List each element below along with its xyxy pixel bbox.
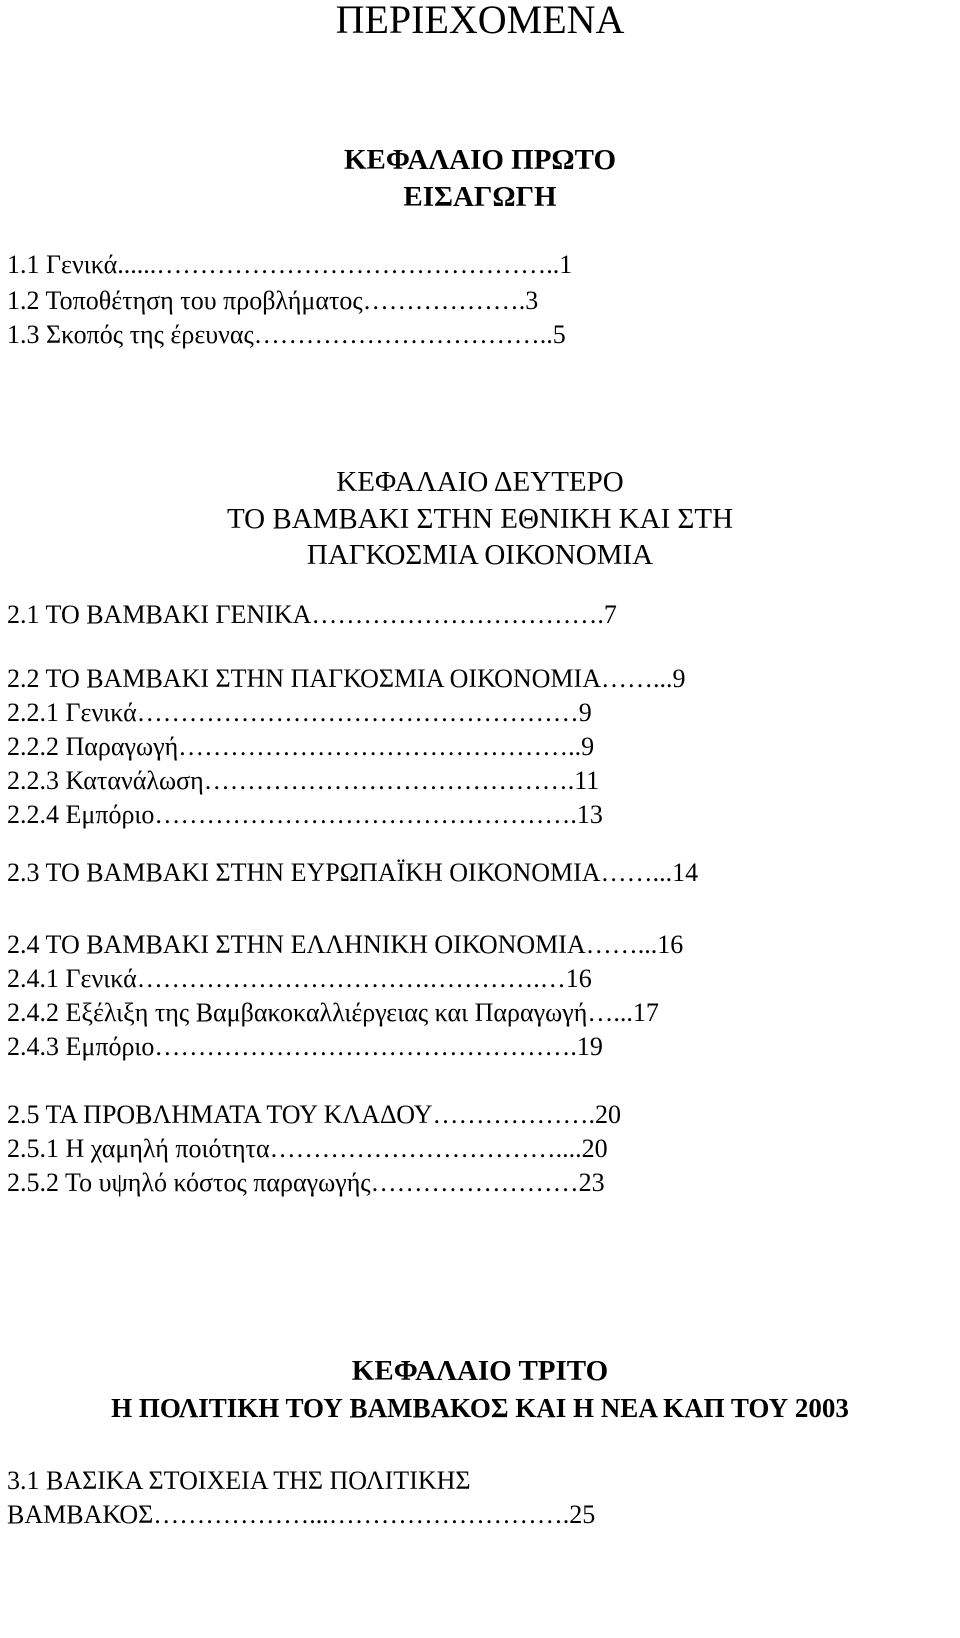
toc-entry-2-4-2[interactable]: 2.4.2 Εξέλιξη της Βαμβακοκαλλιέργειας και Παραγωγή…...17: [7, 998, 659, 1027]
toc-entry-2-5-1[interactable]: 2.5.1 Η χαμηλή ποιότητα……………………………....20: [7, 1134, 608, 1163]
chapter-2-heading: ΚΕΦΑΛΑΙΟ ΔΕΥΤΕΡΟ: [336, 466, 624, 498]
toc-entry-3-1-continued[interactable]: ΒΑΜΒΑΚΟΣ………………...……………………….25: [7, 1500, 596, 1529]
toc-entry-2-5[interactable]: 2.5 ΤΑ ΠΡΟΒΛΗΜΑΤΑ ΤΟΥ ΚΛΑΔΟΥ……………….20: [7, 1100, 621, 1129]
toc-entry-2-2-1[interactable]: 2.2.1 Γενικά……………………………………………9: [7, 698, 592, 727]
toc-entry-1-2[interactable]: 1.2 Τοποθέτηση του προβλήματος……………….3: [7, 286, 539, 315]
chapter-2-subtitle-line-1: ΤΟ ΒΑΜΒΑΚΙ ΣΤΗΝ ΕΘΝΙΚΗ ΚΑΙ ΣΤΗ: [226, 503, 734, 535]
chapter-1-subtitle: ΕΙΣΑΓΩΓΗ: [403, 181, 557, 213]
chapter-3-subtitle: Η ΠΟΛΙΤΙΚΗ ΤΟΥ ΒΑΜΒΑΚΟΣ ΚΑΙ Η ΝΕΑ ΚΑΠ ΤΟΥ 2003: [111, 1393, 849, 1423]
toc-entry-2-4-3[interactable]: 2.4.3 Εμπόριο………………………………………….19: [7, 1032, 603, 1061]
toc-entry-2-2-2[interactable]: 2.2.2 Παραγωγή………………………………………..9: [7, 732, 595, 761]
toc-entry-2-5-2[interactable]: 2.5.2 Το υψηλό κόστος παραγωγής……………………23: [7, 1168, 605, 1197]
toc-entry-2-4[interactable]: 2.4 ΤΟ ΒΑΜΒΑΚΙ ΣΤΗΝ ΕΛΛΗΝΙΚΗ ΟΙΚΟΝΟΜΙΑ……...16: [7, 930, 684, 959]
toc-entry-2-2-3[interactable]: 2.2.3 Κατανάλωση…………………………………….11: [7, 766, 600, 795]
toc-entry-2-2[interactable]: 2.2 ΤΟ ΒΑΜΒΑΚΙ ΣΤΗΝ ΠΑΓΚΟΣΜΙΑ ΟΙΚΟΝΟΜΙΑ……...9: [7, 664, 686, 693]
chapter-3-heading: ΚΕΦΑΛΑΙΟ ΤΡΙΤΟ: [351, 1355, 609, 1387]
toc-entry-2-1[interactable]: 2.1 ΤΟ ΒΑΜΒΑΚΙ ΓΕΝΙΚΑ…………………………….7: [7, 600, 617, 629]
toc-entry-1-3[interactable]: 1.3 Σκοπός της έρευνας……………………………..5: [7, 320, 566, 349]
page-title: ΠΕΡΙΕΧΟΜΕΝΑ: [335, 0, 625, 42]
toc-entry-2-4-1[interactable]: 2.4.1 Γενικά…………………………….………….…16: [7, 964, 592, 993]
chapter-1-heading: ΚΕΦΑΛΑΙΟ ΠΡΩΤΟ: [343, 144, 617, 176]
chapter-2-subtitle-line-2: ΠΑΓΚΟΣΜΙΑ ΟΙΚΟΝΟΜΙΑ: [306, 539, 654, 571]
toc-entry-3-1[interactable]: 3.1 ΒΑΣΙΚΑ ΣΤΟΙΧΕΙΑ ΤΗΣ ΠΟΛΙΤΙΚΗΣ: [7, 1466, 471, 1495]
toc-entry-2-2-4[interactable]: 2.2.4 Εμπόριο………………………………………….13: [7, 800, 603, 829]
toc-entry-2-3[interactable]: 2.3 ΤΟ ΒΑΜΒΑΚΙ ΣΤΗΝ ΕΥΡΩΠΑΪΚΗ ΟΙΚΟΝΟΜΙΑ……...14: [7, 858, 699, 887]
toc-entry-1-1[interactable]: 1.1 Γενικά......………………………………………..1: [7, 250, 573, 279]
